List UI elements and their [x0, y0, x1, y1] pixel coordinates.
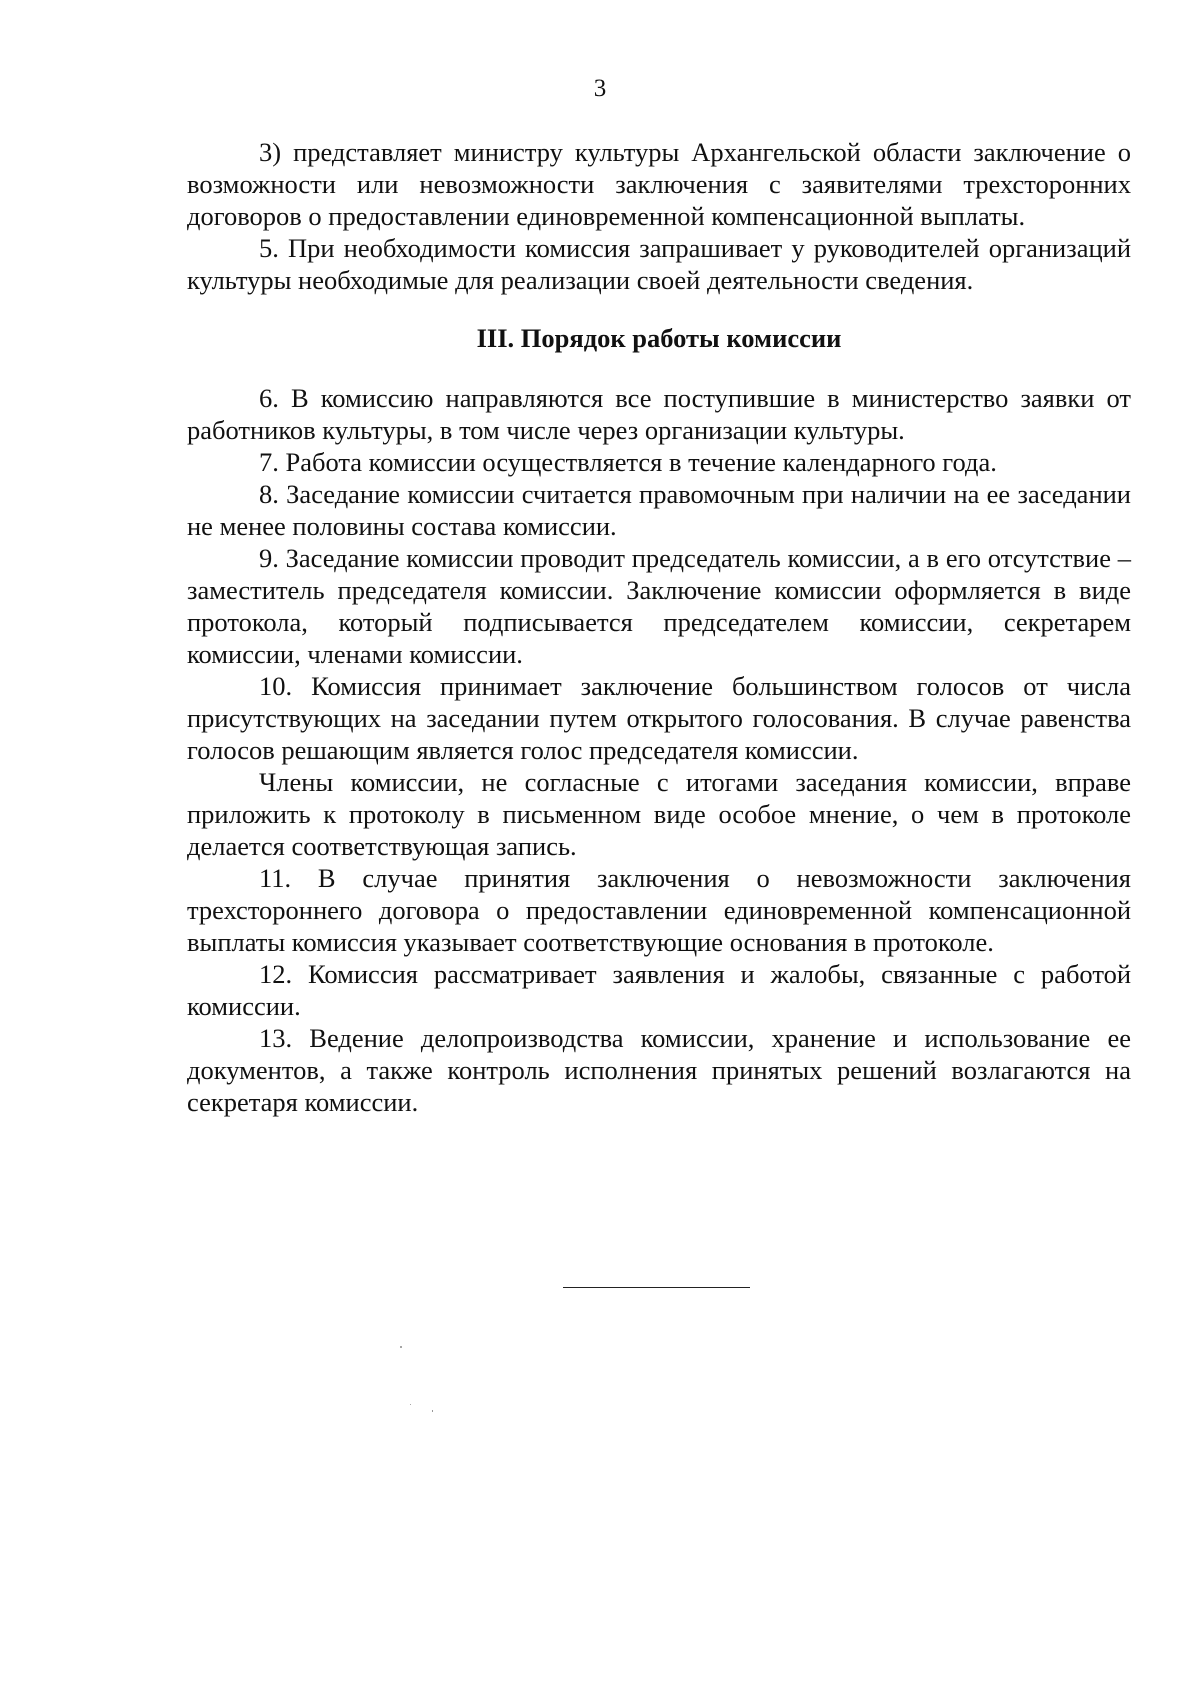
paragraph-10-dissent: Члены комиссии, не согласные с итогами заседания комиссии, вправе приложить к протоколу в письменном виде особое мнение, о чем в протоколе делается соответствующая запись. [187, 767, 1131, 861]
paragraph-item-3: 3) представляет министру культуры Архангельской области заключение о возможности или невозможности заключения с заявителями трехсторонних договоров о предоставлении единовременной компенсационной выплаты. [187, 137, 1131, 231]
section-heading: III. Порядок работы комиссии [476, 323, 842, 353]
paragraph-10: 10. Комиссия принимает заключение большинством голосов от числа присутствующих на заседании путем открытого голосования. В случае равенства голосов решающим является голос председателя комиссии. [187, 671, 1131, 765]
scan-speck [410, 1404, 411, 1405]
paragraph-6: 6. В комиссию направляются все поступившие в министерство заявки от работников культуры, в том числе через организации культуры. [187, 383, 1131, 445]
paragraph-9: 9. Заседание комиссии проводит председатель комиссии, а в его отсутствие – заместитель председателя комиссии. Заключение комиссии оформляется в виде протокола, который подписывается председателем комиссии, секретарем комиссии, членами комиссии. [187, 543, 1131, 669]
page-number: 3 [593, 75, 607, 102]
scan-speck [400, 1346, 402, 1348]
paragraph-13: 13. Ведение делопроизводства комиссии, хранение и использование ее документов, а также контроль исполнения принятых решений возлагаются на секретаря комиссии. [187, 1023, 1131, 1117]
end-of-document-rule [563, 1287, 750, 1288]
paragraph-8: 8. Заседание комиссии считается правомочным при наличии на ее заседании не менее половины состава комиссии. [187, 479, 1131, 541]
document-body [187, 136, 1131, 1118]
paragraph-11: 11. В случае принятия заключения о невозможности заключения трехстороннего договора о предоставлении единовременной компенсационной выплаты комиссия указывает соответствующие основания в протоколе. [187, 863, 1131, 957]
paragraph-5: 5. При необходимости комиссия запрашивает у руководителей организаций культуры необходимые для реализации своей деятельности сведения. [187, 233, 1131, 295]
paragraph-12: 12. Комиссия рассматривает заявления и жалобы, связанные с работой комиссии. [187, 959, 1131, 1021]
paragraph-7: 7. Работа комиссии осуществляется в течение календарного года. [259, 447, 997, 477]
scan-speck [432, 1410, 433, 1412]
